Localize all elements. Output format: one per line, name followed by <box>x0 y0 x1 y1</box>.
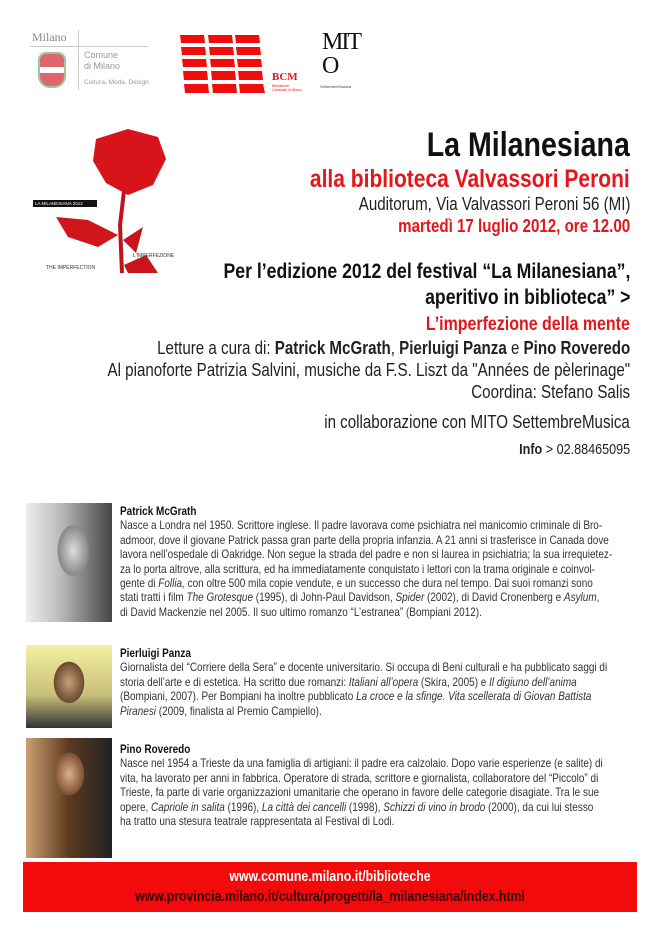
bio-pino-roveredo <box>120 743 660 829</box>
link-comune-biblioteche[interactable]: www.comune.milano.it/biblioteche <box>229 868 431 885</box>
bio-text: stati tratti i film <box>120 591 187 605</box>
bio-text: Giornalista del “Corriere della Sera” e docente universitario. Si occupa di Beni culturali e ha pubblicato saggi di <box>120 661 608 675</box>
bio-line <box>120 772 636 786</box>
photo-pierluigi-panza <box>26 645 112 728</box>
bio-line <box>120 786 636 800</box>
bio-line <box>120 801 636 815</box>
bio-text: storia dell’arte e di estetica. Ha scritto due romanzi: <box>120 675 349 689</box>
collaboration-line: in collaborazione con MITO SettembreMusica <box>324 412 630 432</box>
event-date: martedì 17 luglio 2012, ore 12.00 <box>398 216 630 236</box>
bio-text: za lo porta altrove, alla scrittura, ed ha immediatamente conquistato i lettori con la trama originale e coinvol- <box>120 562 595 576</box>
bio-title-italic: Spider <box>395 591 425 605</box>
bio-title-italic: Follia, <box>158 577 185 591</box>
bio-title-italic: Italiani all’opera <box>348 675 419 689</box>
bio-text: lavora nell’ospedale di Oakridge. Non segue la strada del padre e non si laurea in psichiatria; la sua irrequietez- <box>120 548 613 562</box>
bio-title-italic: Piranesi <box>120 704 157 718</box>
bio-name: Pino Roveredo <box>120 743 191 756</box>
mito-logo: MITO SettembreMusica <box>320 29 360 89</box>
bio-line <box>120 690 636 704</box>
bio-text: di David Mackenzie nel 2005. Il suo ultimo romanzo “L’estranea” (Bompiani 2012). <box>120 605 482 619</box>
bio-text: (1995), di John-Paul Davidson, <box>253 591 396 605</box>
bio-text: Nasce nel 1954 a Trieste da una famiglia di artigiani: il padre era calzolaio. Dopo varie esperienze (e salite) di <box>120 757 603 771</box>
bio-title-italic: Schizzi di vino in brodo <box>383 800 486 814</box>
bio-text: (1998), <box>346 800 384 814</box>
readings-line: Letture a cura di: Patrick McGrath, Pierluigi Panza e Pino Roveredo <box>156 338 630 358</box>
bio-text: (Skira, 2005) e <box>418 675 490 689</box>
milanesiana-poster: LA MILANESIANA 2012 L'IMPERFEZIONE THE IMPERFECTION <box>28 125 203 273</box>
bcm-logo: BCM Biblioteche Comunali di Milano <box>178 33 298 97</box>
bio-text: (Bompiani, 2007). Per Bompiani ha inoltre pubblicato <box>120 690 357 704</box>
bio-line <box>120 548 636 562</box>
bio-text: ha tratto una stesura teatrale rappresentata al Festival di Lodi. <box>120 815 395 829</box>
bio-title-italic: Asylum <box>563 591 597 605</box>
event-subtitle: alla biblioteca Valvassori Peroni <box>310 165 630 193</box>
bio-line <box>120 606 636 620</box>
link-provincia-milanesiana[interactable]: www.provincia.milano.it/cultura/progetti/la_milanesiana/index.html <box>135 888 525 905</box>
photo-patrick-mcgrath <box>26 503 112 622</box>
bio-title-italic: La città dei cancelli <box>261 800 347 814</box>
bio-text: (1996), <box>224 800 262 814</box>
bcm-grid-icon <box>178 33 273 97</box>
bio-text: (2009, finalista al Premio Campiello). <box>156 704 322 718</box>
bio-line <box>120 757 636 771</box>
bio-text: Nasce a Londra nel 1950. Scrittore inglese. Il padre lavorava come psichiatra nel manicomio criminale di Bro- <box>120 519 603 533</box>
bio-line <box>120 577 636 591</box>
bio-line <box>120 815 636 829</box>
bio-title-italic: Il digiuno dell’anima <box>489 675 577 689</box>
bio-pierluigi-panza <box>120 647 660 719</box>
photo-pino-roveredo <box>26 738 112 858</box>
bio-line <box>120 563 636 577</box>
bio-line <box>120 705 636 719</box>
comune-milano-logo: Milano Comune di Milano Cultura, Moda, Design <box>30 30 150 92</box>
bio-text: opere, <box>120 800 152 814</box>
bio-title-italic: La croce e la sfinge. Vita scellerata di Giovan Battista <box>356 690 592 704</box>
bio-title-italic: The Grotesque <box>186 591 254 605</box>
bio-line <box>120 676 636 690</box>
bio-text: Trieste, fa parte di varie organizzazioni umanitarie che operano in favore delle categorie disagiate. Tra le sue <box>120 786 600 800</box>
headline-line-1: Per l’edizione 2012 del festival “La Milanesiana”, <box>223 260 630 283</box>
info-line: Info > 02.88465095 <box>518 441 630 458</box>
bio-text: vita, ha lavorato per anni in fabbrica. Operatore di strada, scrittore e giornalista, collaboratore del “Piccolo” di <box>120 771 599 785</box>
headline-line-2: aperitivo in biblioteca” > <box>424 286 630 309</box>
coordinator-line: Coordina: Stefano Salis <box>471 382 630 402</box>
bio-line <box>120 661 636 675</box>
bio-name: Pierluigi Panza <box>120 647 191 660</box>
event-title: La Milanesiana <box>426 126 630 164</box>
coat-of-arms-icon <box>38 52 66 88</box>
bio-name: Patrick McGrath <box>120 505 197 518</box>
event-venue: Auditorum, Via Valvassori Peroni 56 (MI) <box>358 194 630 214</box>
bio-line <box>120 519 636 533</box>
event-theme: L’imperfezione della mente <box>426 314 630 335</box>
bio-text: con oltre 500 mila copie vendute, e un successo che dura nel tempo. Dai suoi romanzi sono <box>184 577 593 591</box>
bio-patrick-mcgrath <box>120 505 660 620</box>
bio-line <box>120 591 636 605</box>
bio-text: , <box>596 591 600 605</box>
footer-links <box>23 862 637 912</box>
bio-text: gente di <box>120 577 159 591</box>
bio-line <box>120 534 636 548</box>
red-rose-icon <box>28 125 203 273</box>
bio-text: (2000), da cui lui stesso <box>485 800 594 814</box>
piano-line: Al pianoforte Patrizia Salvini, musiche da F.S. Liszt da "Années de pèlerinage" <box>107 360 630 380</box>
bio-title-italic: Capriole in salita <box>151 800 225 814</box>
bio-text: admoor, dove il giovane Patrick passa gran parte della propria infanzia. A 21 anni si trasferisce in Canada dove <box>120 533 609 547</box>
bio-text: (2002), di David Cronenberg e <box>424 591 564 605</box>
